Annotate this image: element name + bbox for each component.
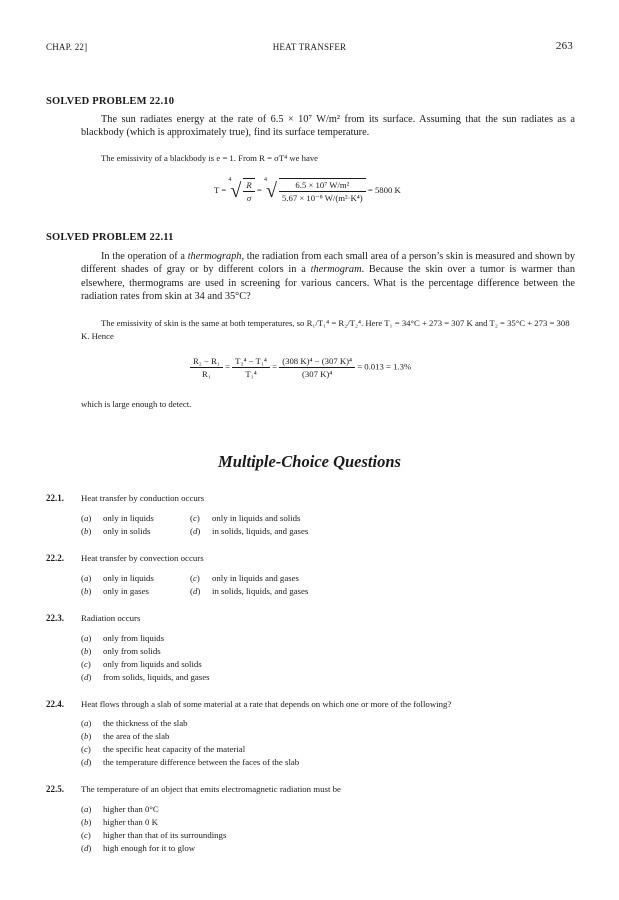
option-c: (c) only in liquids and solids <box>190 513 301 523</box>
equation-22-10 <box>214 178 401 204</box>
question-number: 22.2. <box>46 553 64 563</box>
eq-lhs: T = <box>214 185 227 195</box>
problem-22-10-statement-text: The sun radiates energy at the rate of 6.5 × 10⁷ W/m² from its surface. Assuming that the sun radiates as a blackbody (which is approximately true), find its surface temperature. <box>81 114 575 139</box>
option-a: (a) the thickness of the slab <box>81 718 188 728</box>
question-text: Heat transfer by conduction occurs <box>81 493 205 503</box>
solution-text: The emissivity of skin is the same at both temperatures, so R₁/T₁⁴ = R₂/T₂⁴. Here T₁ = 34°C + 273 = 307 K and T₂ = 35°C + 273 = 308 K. Hence <box>81 318 570 341</box>
statement-part: In the operation of a <box>101 251 188 262</box>
solved-problem-22-11-title: SOLVED PROBLEM 22.11 <box>46 232 174 243</box>
problem-22-11-conclusion: which is large enough to detect. <box>81 399 192 409</box>
problem-22-11-solution-text <box>81 317 575 343</box>
root-index: 4 <box>228 177 232 183</box>
fourth-root-numeric: 4 √ $\frac{\text{6.5 × 10⁷ W/m²}}{\text{5.67 × 10⁻⁸ W/(m²·K⁴)}}$ <box>264 178 366 204</box>
question-text: The temperature of an object that emits electromagnetic radiation must be <box>81 784 341 794</box>
solved-problem-22-10-title: SOLVED PROBLEM 22.10 <box>46 96 175 107</box>
question-text: Heat transfer by convection occurs <box>81 553 204 563</box>
eq-result: = 0.013 = 1.3% <box>357 361 412 372</box>
option-a: (a) only in liquids <box>81 513 154 523</box>
mcq-heading: Multiple-Choice Questions <box>218 452 401 471</box>
frac-num: (308 K)⁴ − (307 K)⁴ <box>279 355 355 368</box>
root-index: 4 <box>263 177 267 183</box>
frac-num: R₂ − R₁ <box>190 355 223 368</box>
fraction-t-diff <box>232 355 270 380</box>
frac-num: 6.5 × 10⁷ W/m² <box>279 179 366 192</box>
option-b: (b) the area of the slab <box>81 731 170 741</box>
eq-equals: = <box>225 361 230 372</box>
frac-den: T₁⁴ <box>245 369 257 379</box>
statement-emphasis: thermogram <box>310 264 362 276</box>
question-number: 22.1. <box>46 493 64 503</box>
fraction-numeric <box>279 179 366 204</box>
fraction-r-diff <box>190 355 223 380</box>
option-a: (a) only in liquids <box>81 573 154 583</box>
option-d: (d) from solids, liquids, and gases <box>81 672 210 682</box>
problem-22-10-statement <box>81 113 575 140</box>
option-c: (c) the specific heat capacity of the material <box>81 744 246 754</box>
frac-num: R <box>243 179 254 192</box>
frac-den: σ <box>246 193 252 203</box>
option-d: (d) in solids, liquids, and gases <box>190 526 309 536</box>
problem-22-11-statement <box>81 250 575 304</box>
fourth-root-symbolic: 4 √ $\frac{R}{\sigma}$ <box>228 178 254 204</box>
problem-22-10-solution-intro <box>81 152 575 165</box>
chapter-label: CHAP. 22] <box>46 42 88 52</box>
option-a: (a) only from liquids <box>81 633 165 643</box>
fraction-r-over-sigma <box>243 179 254 204</box>
option-b: (b) only from solids <box>81 646 161 656</box>
frac-den: R₁ <box>202 369 211 379</box>
option-b: (b) higher than 0 K <box>81 817 158 827</box>
frac-num: T₂⁴ − T₁⁴ <box>232 355 270 368</box>
equation-22-11 <box>190 355 411 380</box>
running-title: HEAT TRANSFER <box>272 42 347 52</box>
frac-den: 5.67 × 10⁻⁸ W/(m²·K⁴) <box>281 193 363 203</box>
option-c: (c) higher than that of its surroundings <box>81 830 227 840</box>
option-a: (a) higher than 0°C <box>81 804 159 814</box>
statement-emphasis: thermograph <box>187 251 242 262</box>
statement-part: . Because the skin over a tumor is warmer than elsewhere, thermograms are used in screening for various cancers. What is the percentage difference between the radiation rates from skin at 34 and 35°C? <box>81 264 575 303</box>
eq-equals: = <box>272 361 278 372</box>
eq-equals: = <box>256 185 262 195</box>
question-number: 22.4. <box>46 699 64 709</box>
question-text: Radiation occurs <box>81 613 141 623</box>
option-b: (b) only in gases <box>81 586 149 596</box>
frac-den: (307 K)⁴ <box>301 369 333 379</box>
option-c: (c) only from liquids and solids <box>81 659 202 669</box>
eq-result: = 5800 K <box>367 185 401 195</box>
option-d: (d) the temperature difference between the faces of the slab <box>81 757 300 767</box>
question-number: 22.3. <box>46 613 64 623</box>
option-d: (d) in solids, liquids, and gases <box>190 586 309 596</box>
solution-intro-text: The emissivity of a blackbody is e = 1. From R = σT⁴ we have <box>101 153 319 163</box>
option-c: (c) only in liquids and gases <box>190 573 299 583</box>
statement-part: , the radiation from each small area of a person’s skin is measured and shown by different shades of gray or by different colors in a <box>81 251 576 276</box>
question-text: Heat flows through a slab of some material at a rate that depends on which one or more of the following? <box>81 699 452 709</box>
question-number: 22.5. <box>46 784 64 794</box>
fraction-numeric <box>279 355 355 380</box>
option-d: (d) high enough for it to glow <box>81 843 196 853</box>
page-number: 263 <box>555 40 573 52</box>
option-b: (b) only in solids <box>81 526 151 536</box>
